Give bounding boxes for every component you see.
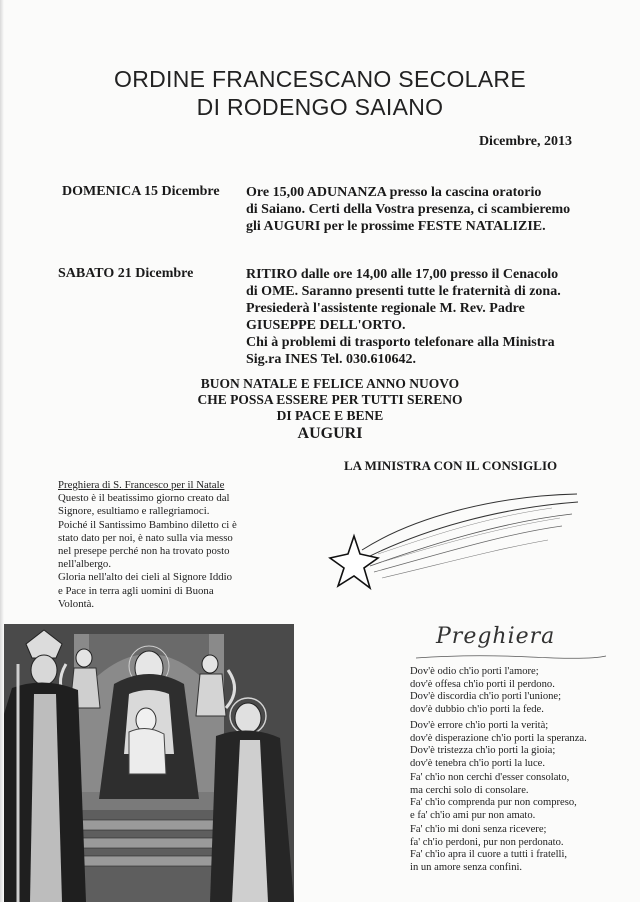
event-line: Chi à problemi di trasporto telefonare alla Ministra <box>246 335 555 350</box>
decorative-underline <box>410 652 610 662</box>
prayer-francesco <box>58 479 238 611</box>
event-body-domenica <box>246 184 606 235</box>
poem-line: Fa' ch'io apra il cuore a tutti i fratelli, <box>410 849 568 861</box>
event-line: di OME. Saranno presenti tutte le fraternità di zona. <box>246 284 561 299</box>
preghiera-stanza-1 <box>410 666 620 716</box>
poem-line: ma cerchi solo di consolare. <box>410 784 529 796</box>
event-line: GIUSEPPE DELL'ORTO. <box>246 318 406 333</box>
prayer-line: Gloria nell'alto dei cieli al Signore Iddio <box>58 571 233 584</box>
greeting-auguri: AUGURI <box>297 425 363 442</box>
signature: LA MINISTRA CON IL CONSIGLIO <box>344 458 558 473</box>
poem-line: dov'è tenebra ch'io porti la luce. <box>410 757 546 769</box>
event-line: Sig.ra INES Tel. 030.610642. <box>246 352 416 367</box>
poem-line: Fa' ch'io mi doni senza ricevere; <box>410 824 547 835</box>
event-label-sabato: SABATO 21 Dicembre <box>58 266 194 281</box>
greeting-line: CHE POSSA ESSERE PER TUTTI SERENO <box>197 392 463 407</box>
preghiera-title: Preghiera <box>436 624 556 649</box>
prayer-line: Volontà. <box>58 597 95 610</box>
poem-line: fa' ch'io perdoni, pur non perdonato. <box>410 836 564 848</box>
poem-line: Dov'è odio ch'io porti l'amore; <box>410 666 539 677</box>
event-line: Presiederà l'assistente regionale M. Rev. Padre <box>246 301 525 316</box>
event-label-domenica: DOMENICA 15 Dicembre <box>62 184 220 199</box>
prayer-line: Signore, esultiamo e rallegriamoci. <box>58 505 210 518</box>
poem-line: Fa' ch'io non cerchi d'esser consolato, <box>410 772 570 783</box>
greeting-line: BUON NATALE E FELICE ANNO NUOVO <box>200 376 460 391</box>
prayer-line: Questo è il beatissimo giorno creato dal <box>58 492 230 505</box>
prayer-line: nel presepe perché non ha trovato posto <box>58 545 230 558</box>
document-date: Dicembre, 2013 <box>478 134 572 149</box>
event-line: Ore 15,00 ADUNANZA presso la cascina oratorio <box>246 185 542 200</box>
page-title-line1: ORDINE FRANCESCANO SECOLARE <box>114 66 526 92</box>
greeting-line: DI PACE E BENE <box>276 408 384 423</box>
poem-line: Dov'è discordia ch'io porti l'unione; <box>410 691 562 703</box>
prayer-line: e Pace in terra agli uomini di Buona <box>58 584 214 597</box>
poem-line: Fa' ch'io comprenda pur non compreso, <box>410 797 577 809</box>
poem-line: dov'è offesa ch'io porti il perdono. <box>410 678 555 690</box>
preghiera-stanza-2 <box>410 720 620 770</box>
poem-line: Dov'è errore ch'io porti la verità; <box>410 720 549 731</box>
poem-line: dov'è disperazione ch'io porti la speranza. <box>410 732 587 744</box>
prayer-line: stato dato per noi, è nato sulla via messo <box>58 531 233 544</box>
event-body-sabato <box>246 266 606 368</box>
event-line: di Saiano. Certi della Vostra presenza, ci scambieremo <box>246 202 571 217</box>
prayer-line: nell'albergo. <box>58 558 112 571</box>
poem-line: dov'è dubbio ch'io porti la fede. <box>410 703 544 715</box>
poem-line: e fa' ch'io ami pur non amato. <box>410 809 536 821</box>
preghiera-stanza-4 <box>410 824 620 874</box>
prayer-line: Poiché il Santissimo Bambino diletto ci è <box>58 518 237 531</box>
event-line: gli AUGURI per le prossime FESTE NATALIZIE. <box>246 219 546 234</box>
prayer-francesco-title: Preghiera di S. Francesco per il Natale <box>58 479 225 491</box>
poem-line: in un amore senza confini. <box>410 861 523 873</box>
event-line: RITIRO dalle ore 14,00 alle 17,00 presso il Cenacolo <box>246 267 559 282</box>
page-title-line2: DI RODENGO SAIANO <box>196 94 444 120</box>
shooting-star-icon <box>322 488 582 598</box>
christmas-greeting <box>150 376 510 443</box>
madonna-painting-image <box>4 624 294 902</box>
preghiera-stanza-3 <box>410 772 620 822</box>
poem-line: Dov'è tristezza ch'io porti la gioia; <box>410 745 556 757</box>
